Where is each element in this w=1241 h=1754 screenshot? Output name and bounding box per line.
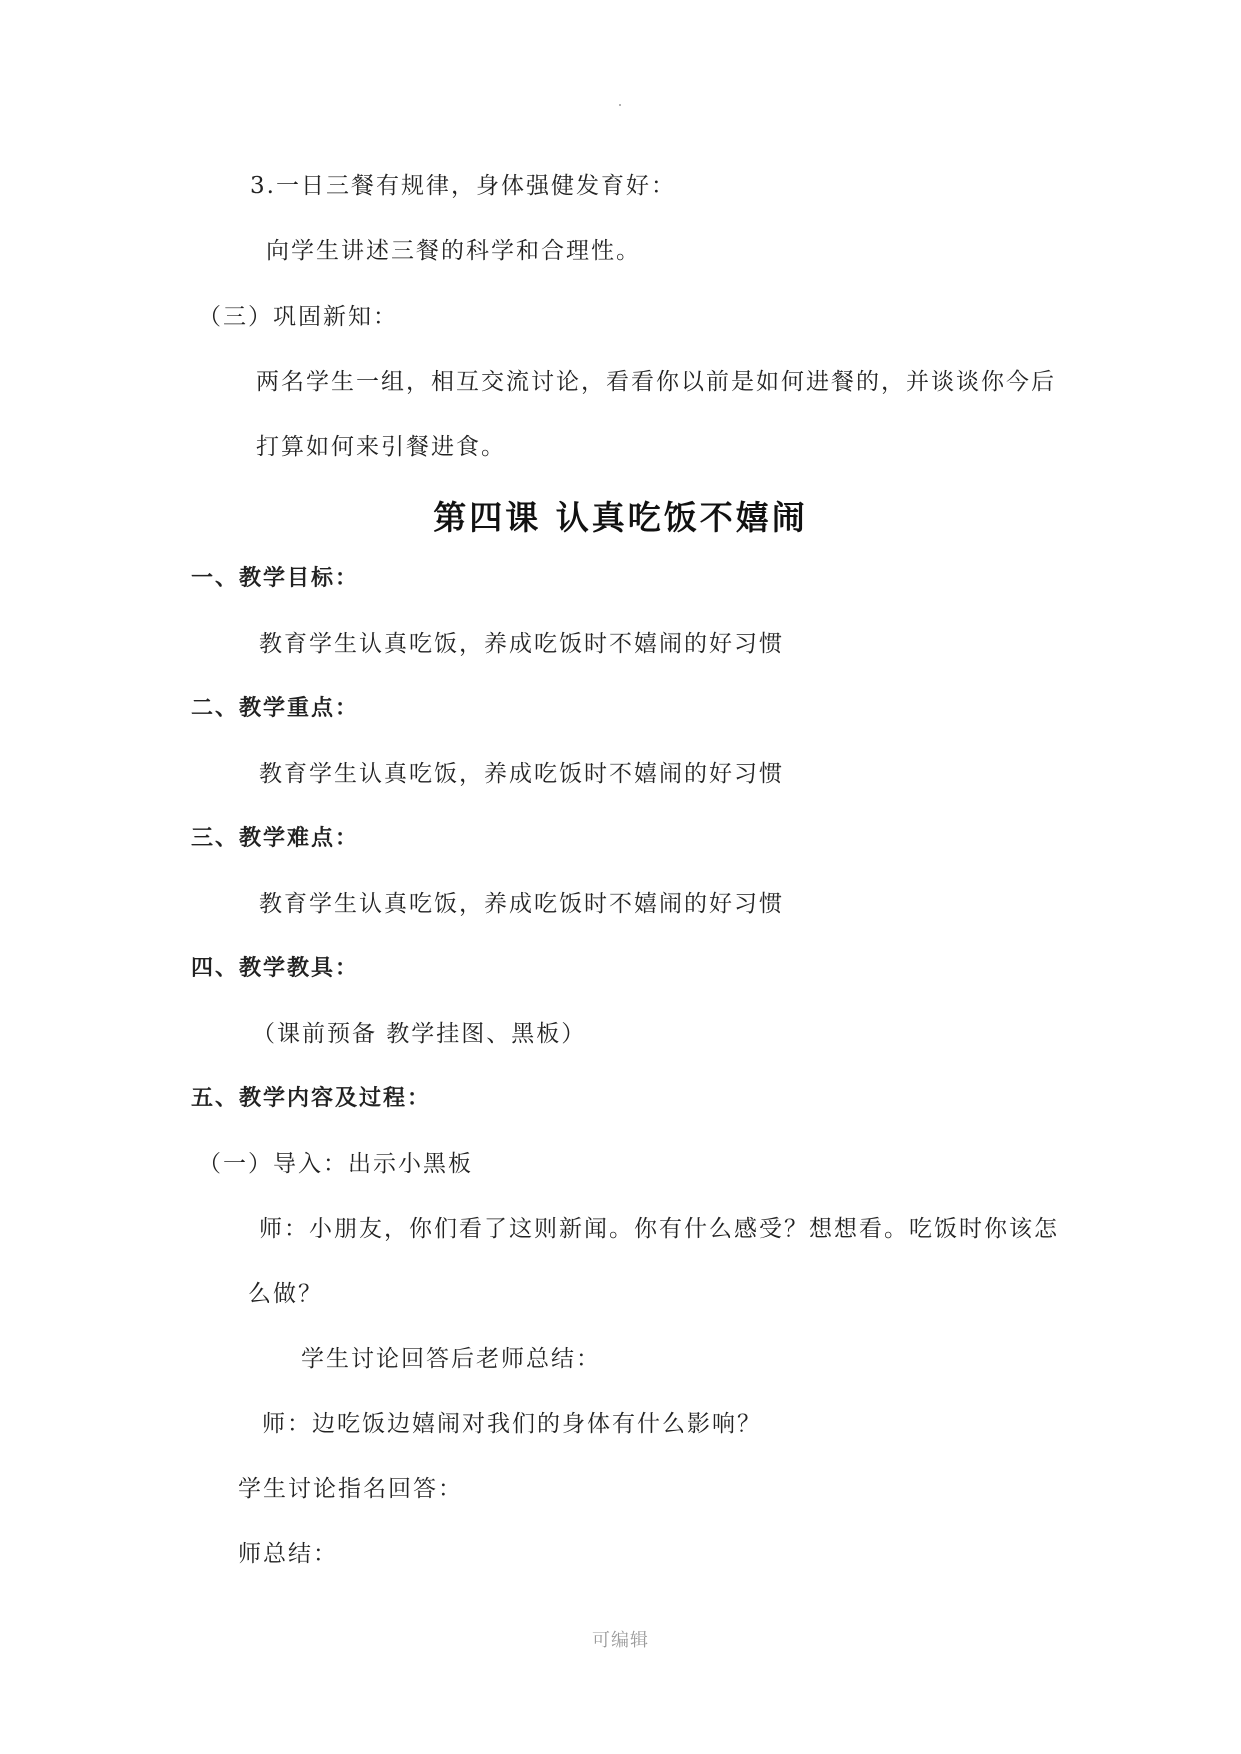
section-heading: 三、教学难点：	[191, 826, 360, 851]
process-line: 师：边吃饭边嬉闹对我们的身体有什么影响？	[262, 1411, 762, 1437]
process-line: 么做？	[248, 1281, 323, 1307]
process-line: 学生讨论指名回答：	[238, 1476, 463, 1502]
process-line: 师总结：	[238, 1541, 338, 1567]
process-line: （一）导入：出示小黑板	[198, 1151, 473, 1177]
section-body: 教育学生认真吃饭，养成吃饭时不嬉闹的好习惯	[259, 631, 784, 657]
footer-label: 可编辑	[592, 1630, 649, 1650]
paragraph-line: 向学生讲述三餐的科学和合理性。	[266, 238, 641, 264]
paragraph-line: 打算如何来引餐进食。	[256, 434, 506, 460]
process-line: 学生讨论回答后老师总结：	[301, 1346, 601, 1372]
section-heading: 五、教学内容及过程：	[191, 1086, 432, 1111]
process-line: 师：小朋友，你们看了这则新闻。你有什么感受？想想看。吃饭时你该怎	[259, 1216, 1059, 1242]
header-mark	[619, 104, 621, 106]
lesson-title: 第四课 认真吃饭不嬉闹	[433, 498, 808, 537]
section-heading: 四、教学教具：	[191, 956, 360, 981]
section-heading: 二、教学重点：	[191, 696, 360, 721]
paragraph-line: 两名学生一组，相互交流讨论，看看你以前是如何进餐的，并谈谈你今后	[256, 369, 1056, 395]
subsection-heading: （三）巩固新知：	[198, 304, 398, 330]
paragraph-line: 3.一日三餐有规律，身体强健发育好：	[250, 173, 676, 199]
section-body: 教育学生认真吃饭，养成吃饭时不嬉闹的好习惯	[259, 761, 784, 787]
section-body: 教育学生认真吃饭，养成吃饭时不嬉闹的好习惯	[259, 891, 784, 917]
section-heading: 一、教学目标：	[191, 566, 360, 591]
section-body: （课前预备 教学挂图、黑板）	[252, 1021, 587, 1047]
